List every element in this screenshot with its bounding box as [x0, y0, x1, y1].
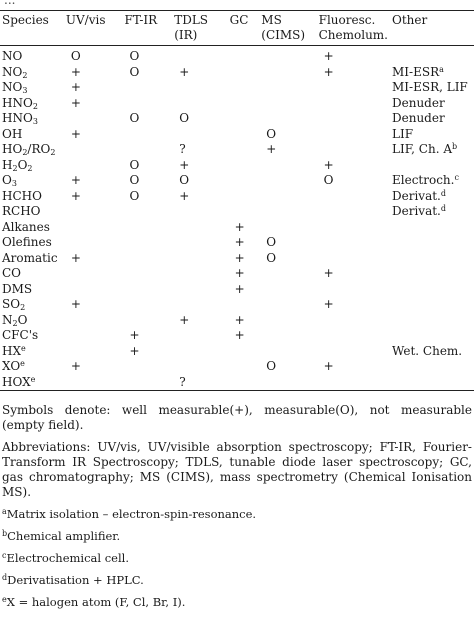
capability-cell — [172, 359, 227, 375]
other-method-cell — [390, 46, 474, 65]
species-cell: CO — [2, 266, 22, 280]
header-tdls — [172, 11, 227, 45]
capability-cell — [259, 96, 316, 112]
capability-cell — [228, 96, 260, 112]
table-row — [0, 359, 474, 375]
capability-cell: + — [179, 64, 190, 79]
capability-cell: O — [129, 49, 140, 63]
table-row — [0, 251, 474, 267]
other-method-cell: MI-ESR$^a$ — [392, 64, 444, 79]
capability-cell — [259, 65, 316, 81]
header-gc — [228, 11, 260, 45]
capability-cell: + — [70, 359, 81, 373]
capability-cell: + — [179, 312, 190, 327]
table-row — [0, 282, 474, 298]
species-cell: Alkanes — [2, 219, 50, 234]
table-row — [0, 65, 474, 81]
table-row — [0, 189, 474, 205]
capability-cell — [123, 80, 173, 96]
capability-cell — [123, 235, 173, 251]
table-row — [0, 375, 474, 391]
capability-cell: O — [266, 359, 277, 373]
header-label: GC — [229, 13, 249, 27]
capability-cell — [228, 297, 260, 313]
table-notes — [2, 403, 472, 617]
other-method-cell — [390, 313, 474, 329]
species-cell: HOX$^e$ — [2, 374, 36, 389]
capability-cell — [259, 189, 316, 205]
other-method-cell: LIF, Ch. $A^b$ — [392, 142, 458, 156]
capability-cell — [172, 235, 227, 251]
capability-cell — [317, 313, 390, 329]
species-cell: $NO_3$ — [2, 80, 28, 95]
header-ms — [259, 11, 316, 45]
capability-cell — [123, 220, 173, 236]
capability-cell: + — [323, 266, 334, 280]
other-method-cell — [390, 297, 474, 313]
species-cell: Aromatic — [2, 250, 58, 265]
header-label: Fluoresc. — [318, 13, 376, 27]
header-row — [0, 11, 474, 45]
species-cell: $H_2O_2$ — [2, 157, 33, 173]
capability-cell — [123, 266, 173, 282]
capability-cell — [172, 46, 227, 65]
capability-cell — [172, 204, 227, 220]
capability-cell — [259, 173, 316, 189]
table-row — [0, 158, 474, 174]
table-row — [0, 80, 474, 96]
footnote-mark: a — [2, 507, 7, 516]
capability-cell: + — [266, 142, 277, 156]
capability-cell: + — [70, 188, 81, 203]
other-method-cell: Electroch.$^c$ — [392, 173, 459, 187]
capability-cell — [259, 297, 316, 313]
capability-cell: O — [129, 188, 140, 203]
table-row — [0, 220, 474, 236]
capability-cell — [228, 344, 260, 360]
capability-cell — [317, 235, 390, 251]
capability-cell — [228, 80, 260, 96]
capability-cell: + — [179, 188, 190, 203]
capability-cell — [228, 111, 260, 127]
other-method-cell — [390, 375, 474, 391]
capability-cell — [123, 204, 173, 220]
other-method-cell — [390, 359, 474, 375]
species-cell: $NO_2$ — [2, 64, 28, 80]
table-row — [0, 173, 474, 189]
cut-off-caption: ... — [4, 0, 16, 7]
abbreviations-note: Abbreviations: UV/vis, UV/visible absorption spectroscopy; FT-IR, Fourier-Transform IR Spectroscopy; TDLS, tunable diode laser spectroscopy; GC, gas chromatography; MS (CIMS), mass spectrometry (Chemical Ionisation MS). — [2, 440, 472, 499]
other-method-cell — [390, 220, 474, 236]
species-cell: $HO_2/RO_2$ — [2, 142, 56, 157]
capability-cell — [64, 235, 123, 251]
capability-cell — [317, 344, 390, 360]
capability-cell — [259, 328, 316, 344]
capability-cell: + — [234, 281, 245, 296]
footnote-mark: e — [2, 595, 7, 604]
other-method-cell: Derivat.$^d$ — [392, 204, 446, 218]
capability-cell — [228, 158, 260, 174]
capability-cell — [228, 65, 260, 81]
capability-cell — [228, 142, 260, 158]
table-row — [0, 142, 474, 158]
capability-cell: O — [129, 64, 140, 79]
capability-cell: + — [323, 64, 334, 79]
footnote — [2, 529, 472, 544]
capability-cell: + — [70, 126, 81, 141]
species-cell: NO — [2, 49, 23, 63]
capability-cell — [123, 359, 173, 375]
species-cell: $HX^e$ — [2, 343, 26, 358]
capability-cell — [259, 266, 316, 282]
capability-cell — [259, 220, 316, 236]
capability-cell: + — [323, 49, 334, 63]
header-label: TDLS — [174, 13, 209, 27]
capability-cell — [228, 127, 260, 143]
other-method-cell: Derivat.$^d$ — [392, 188, 446, 203]
species-cell: DMS — [2, 281, 33, 296]
capability-cell — [123, 282, 173, 298]
capability-cell — [228, 189, 260, 205]
capability-cell: O — [129, 111, 140, 125]
capability-cell — [123, 142, 173, 158]
capability-cell — [259, 80, 316, 96]
species-cell: $SO_2$ — [2, 297, 26, 312]
capability-cell: O — [70, 49, 81, 63]
capability-cell: ? — [179, 374, 186, 389]
capability-cell — [172, 297, 227, 313]
capability-cell — [64, 375, 123, 391]
header-label: (CIMS) — [261, 28, 306, 42]
footnote-text: Derivatisation + HPLC. — [7, 573, 144, 587]
species-cell: $N_2O$ — [2, 312, 28, 328]
other-method-cell — [390, 235, 474, 251]
capability-cell — [259, 46, 316, 65]
capability-cell: ? — [179, 142, 186, 156]
capability-cell — [259, 204, 316, 220]
table-row — [0, 344, 474, 360]
capability-cell: O — [179, 173, 190, 187]
capability-cell — [123, 297, 173, 313]
measurement-techniques-table — [0, 10, 474, 391]
other-method-cell — [390, 158, 474, 174]
capability-cell — [228, 359, 260, 375]
capability-cell — [172, 127, 227, 143]
capability-cell: O — [129, 173, 140, 187]
capability-cell — [259, 375, 316, 391]
other-method-cell — [390, 266, 474, 282]
header-label: MS — [261, 13, 282, 27]
header-label: FT-IR — [124, 13, 158, 27]
table-row — [0, 127, 474, 143]
species-cell: $XO^e$ — [2, 359, 25, 373]
capability-cell: + — [70, 80, 81, 94]
capability-cell — [172, 282, 227, 298]
capability-cell — [172, 80, 227, 96]
capability-cell: O — [266, 126, 277, 141]
footnote-list — [2, 507, 472, 610]
capability-cell — [259, 158, 316, 174]
capability-cell — [64, 344, 123, 360]
table-row — [0, 328, 474, 344]
other-method-cell — [390, 251, 474, 267]
capability-cell — [259, 282, 316, 298]
table-row — [0, 111, 474, 127]
capability-cell: O — [129, 157, 140, 172]
capability-cell: + — [234, 235, 245, 249]
header-ftir — [123, 11, 173, 45]
capability-cell: O — [179, 111, 190, 125]
capability-cell — [172, 328, 227, 344]
table-row — [0, 297, 474, 313]
capability-cell — [317, 189, 390, 205]
capability-cell — [317, 142, 390, 158]
capability-cell — [64, 204, 123, 220]
capability-cell: + — [129, 328, 140, 342]
capability-cell — [64, 111, 123, 127]
table-row — [0, 266, 474, 282]
capability-cell: O — [266, 250, 277, 265]
footnote-mark: d — [2, 573, 8, 582]
header-uvvis — [64, 11, 123, 45]
footnote-mark: b — [2, 529, 8, 538]
capability-cell: + — [323, 297, 334, 311]
capability-cell — [172, 220, 227, 236]
table-row — [0, 204, 474, 220]
species-cell: $HNO_3$ — [2, 111, 38, 126]
capability-cell: O — [323, 173, 334, 187]
capability-cell — [228, 204, 260, 220]
footnote-text: X = halogen atom (F, Cl, Br, I). — [6, 595, 186, 609]
capability-cell — [172, 96, 227, 112]
capability-cell — [317, 375, 390, 391]
capability-cell — [64, 142, 123, 158]
footnote — [2, 507, 472, 522]
capability-cell: + — [70, 297, 81, 311]
capability-cell: O — [266, 235, 277, 249]
capability-cell: + — [234, 250, 245, 265]
species-cell: $HNO_2$ — [2, 95, 38, 111]
capability-cell — [317, 251, 390, 267]
header-species — [0, 11, 64, 45]
capability-cell — [259, 344, 316, 360]
symbols-note: Symbols denote: well measurable(+), measurable(O), not measurable (empty field). — [2, 403, 472, 432]
capability-cell — [317, 111, 390, 127]
other-method-cell: Denuder — [392, 95, 445, 110]
capability-cell — [123, 375, 173, 391]
species-cell: RCHO — [2, 204, 41, 218]
capability-cell: + — [234, 266, 245, 280]
capability-cell — [64, 328, 123, 344]
capability-cell: + — [70, 173, 81, 187]
capability-cell — [317, 220, 390, 236]
capability-cell — [259, 313, 316, 329]
footnote — [2, 573, 472, 588]
other-method-cell — [390, 328, 474, 344]
footnote-mark: c — [2, 551, 7, 560]
other-method-cell: MI-ESR, LIF — [392, 80, 468, 94]
capability-cell: + — [70, 95, 81, 110]
species-cell: $O_3$ — [2, 173, 17, 188]
table-row — [0, 96, 474, 112]
capability-cell — [64, 313, 123, 329]
capability-cell — [64, 282, 123, 298]
other-method-cell: Wet. Chem. — [392, 343, 463, 358]
capability-cell — [228, 46, 260, 65]
capability-cell: + — [179, 157, 190, 172]
footnote-text: Chemical amplifier. — [7, 529, 121, 543]
species-cell: Olefines — [2, 235, 52, 249]
capability-cell: + — [234, 328, 245, 342]
capability-cell: + — [129, 343, 140, 358]
capability-cell — [317, 80, 390, 96]
capability-cell — [317, 127, 390, 143]
header-fluorescence — [317, 11, 390, 45]
capability-cell — [64, 220, 123, 236]
capability-cell — [317, 96, 390, 112]
capability-cell — [228, 173, 260, 189]
footnote-text: Electrochemical cell. — [6, 551, 129, 565]
capability-cell — [172, 251, 227, 267]
other-method-cell: LIF — [392, 126, 414, 141]
header-label: Other — [392, 13, 428, 27]
capability-cell — [259, 111, 316, 127]
header-label: UV/vis — [65, 13, 106, 27]
header-label: (IR) — [174, 28, 198, 42]
capability-cell — [123, 127, 173, 143]
capability-cell — [123, 96, 173, 112]
capability-cell: + — [234, 219, 245, 234]
capability-cell — [317, 204, 390, 220]
capability-cell — [172, 344, 227, 360]
other-method-cell: Denuder — [392, 111, 445, 125]
footnote — [2, 551, 472, 566]
capability-cell: + — [70, 250, 81, 265]
table-row — [0, 313, 474, 329]
footnote — [2, 595, 472, 610]
capability-cell: + — [323, 359, 334, 373]
capability-cell — [172, 266, 227, 282]
capability-cell — [64, 266, 123, 282]
table-row — [0, 235, 474, 251]
capability-cell — [228, 375, 260, 391]
capability-cell — [64, 158, 123, 174]
capability-cell — [123, 313, 173, 329]
capability-cell — [317, 328, 390, 344]
capability-cell: + — [234, 312, 245, 327]
other-method-cell — [390, 282, 474, 298]
species-cell: CFC's — [2, 328, 39, 342]
table-row — [0, 46, 474, 65]
header-label: Species — [2, 13, 49, 27]
species-cell: OH — [2, 126, 23, 141]
header-other — [390, 11, 474, 45]
capability-cell: + — [70, 64, 81, 79]
capability-cell — [317, 282, 390, 298]
capability-cell: + — [323, 157, 334, 172]
footnote-text: Matrix isolation – electron-spin-resonance. — [6, 507, 257, 521]
species-cell: HCHO — [2, 188, 42, 203]
header-label: Chemolum. — [318, 28, 388, 42]
capability-cell — [123, 251, 173, 267]
